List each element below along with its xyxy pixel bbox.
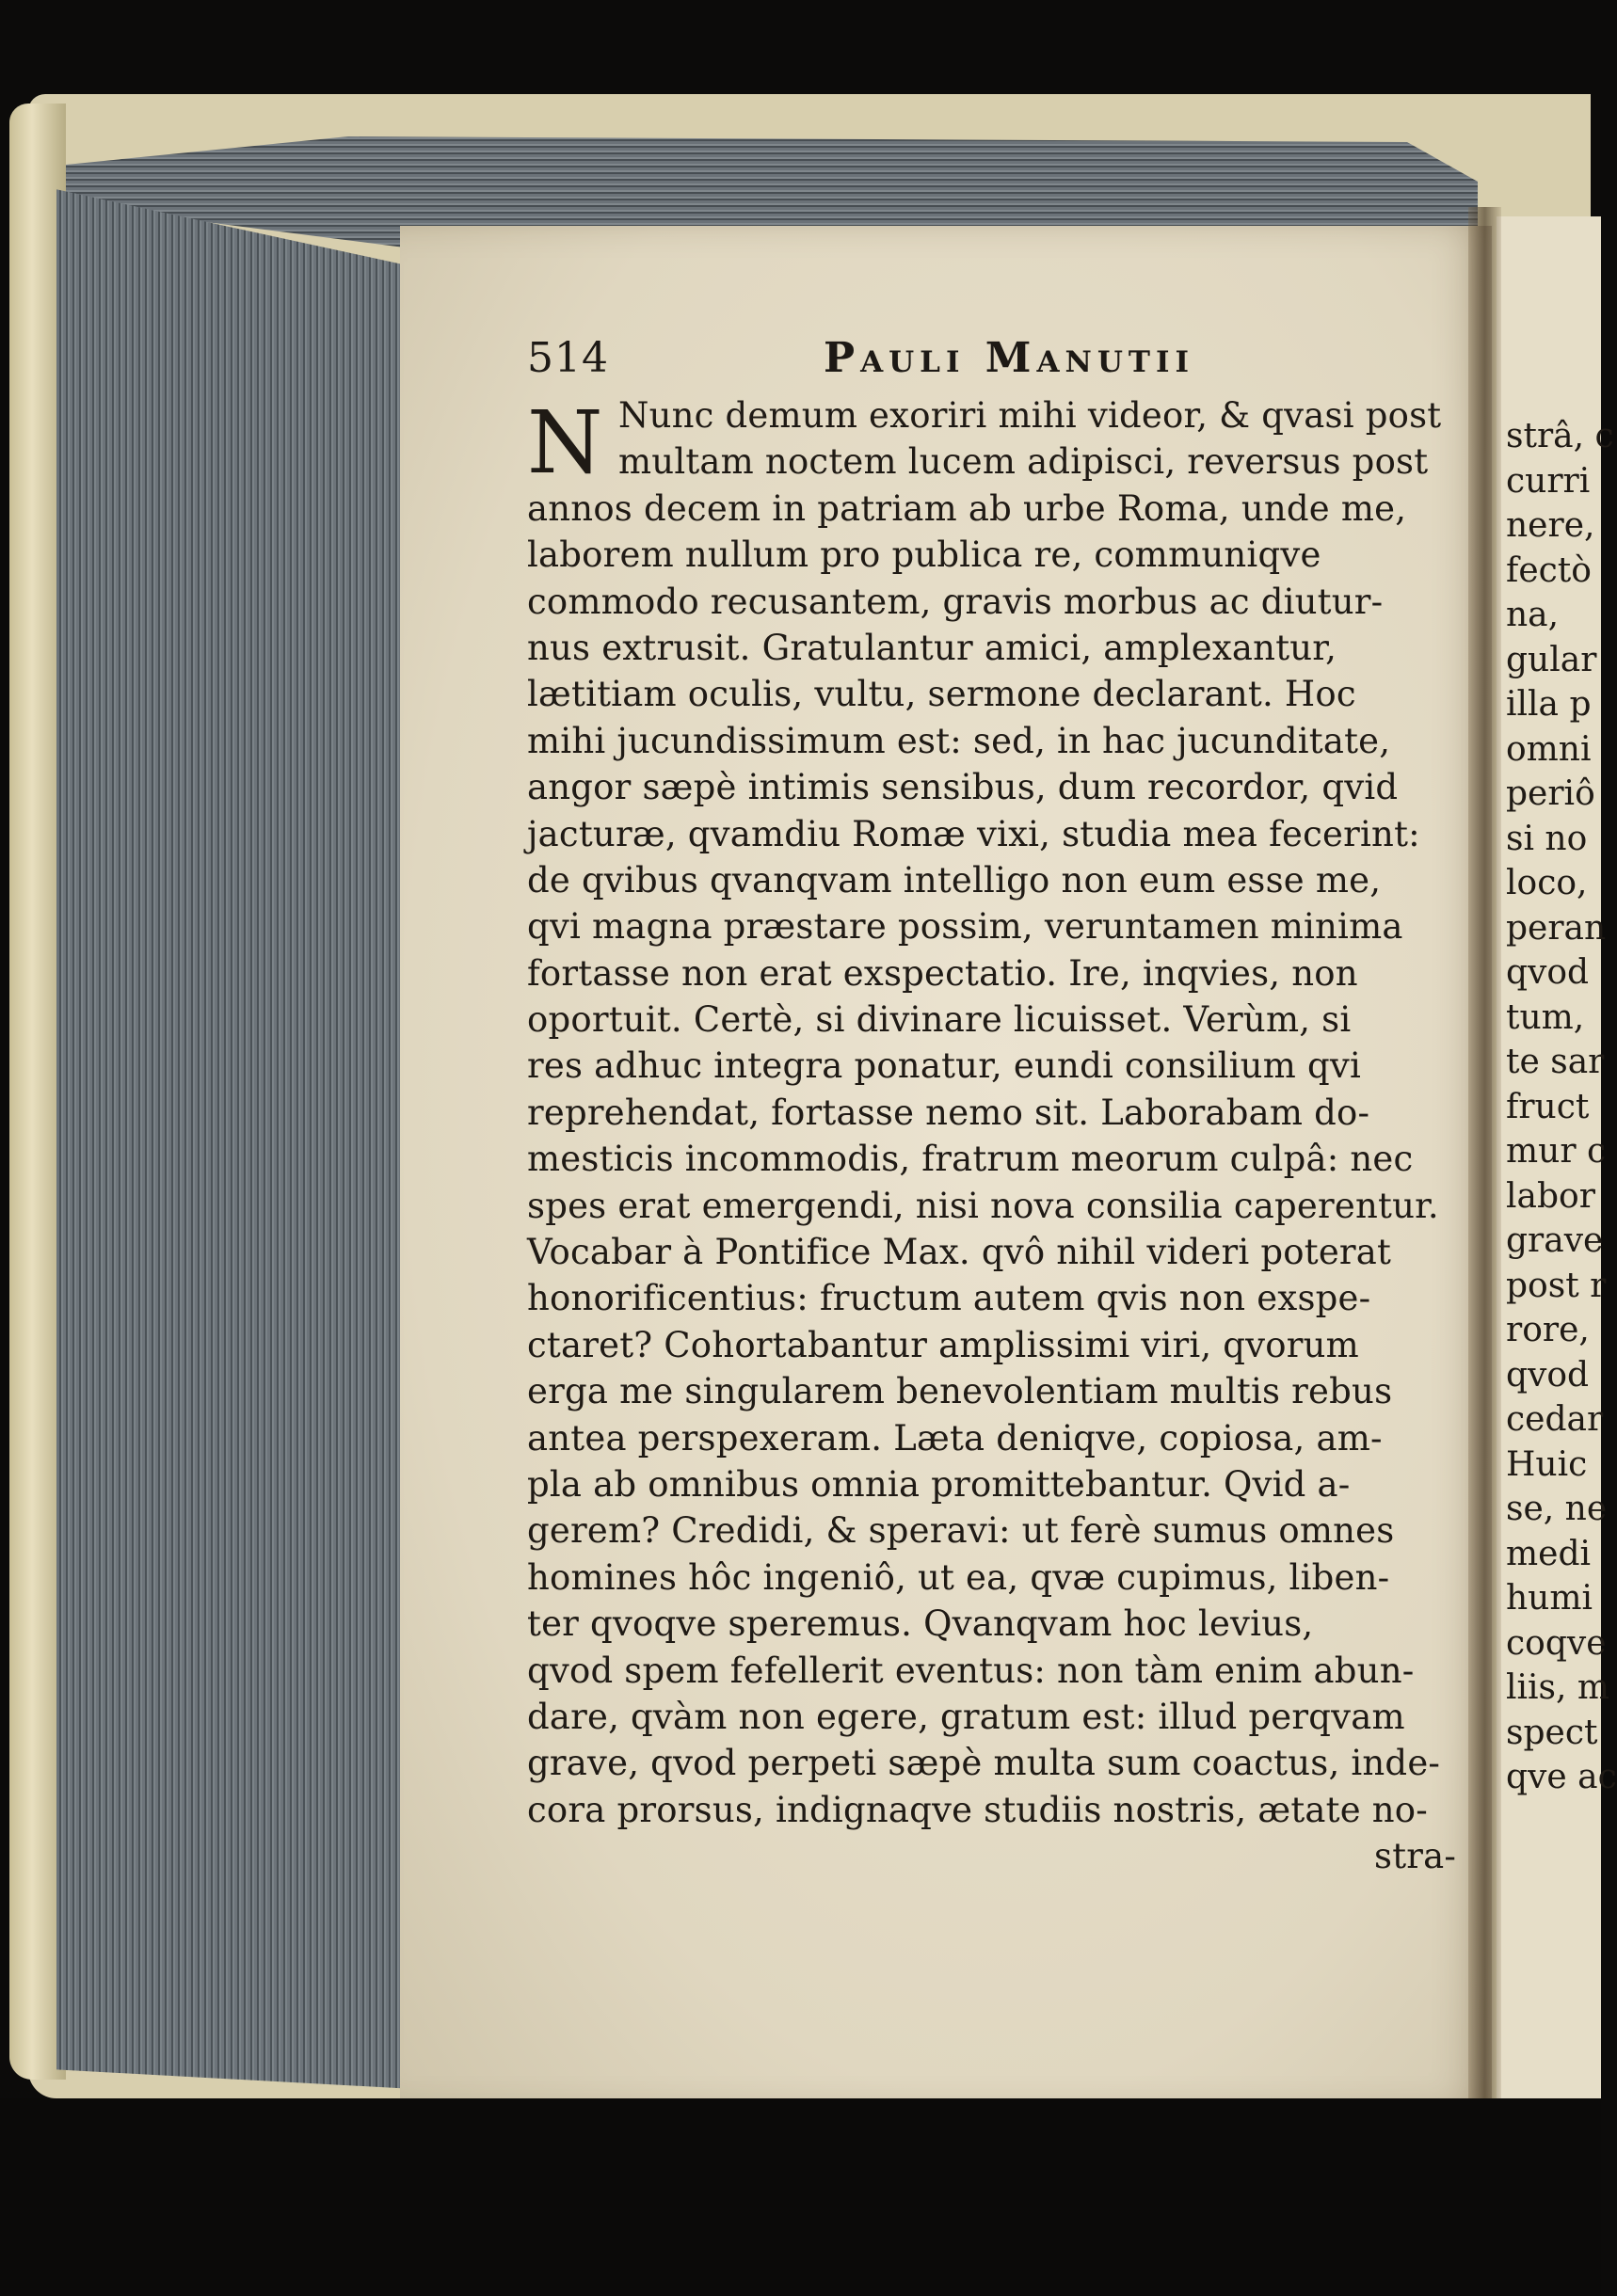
body-text: [527, 392, 1468, 1880]
text-line: qvod: [1506, 1355, 1590, 1395]
text-line: ctaret? Cohortabantur amplissimi viri, qvorum: [527, 1324, 1359, 1365]
text-line: curri: [1506, 461, 1591, 501]
text-line: dare, qvàm non egere, gratum est: illud perqvam: [527, 1696, 1405, 1737]
text-line: commodo recusantem, gravis morbus ac diutur-: [527, 581, 1384, 622]
text-line: ter qvoqve speremus. Qvanqvam hoc levius,: [527, 1603, 1314, 1645]
text-line: peran: [1506, 908, 1607, 948]
text-line: nus extrusit. Gratulantur amici, amplexantur,: [527, 627, 1337, 668]
right-page-text: [1506, 414, 1617, 1800]
text-line: gular: [1506, 640, 1597, 679]
text-line: fectò: [1506, 550, 1592, 590]
text-line: periô: [1506, 774, 1595, 813]
text-line: mesticis incommodis, fratrum meorum culpâ: nec: [527, 1139, 1414, 1180]
text-line: Vocabar à Pontifice Max. qvô nihil videri poterat: [527, 1232, 1392, 1273]
text-line: antea perspexeram. Læta deniqve, copiosa, am-: [527, 1417, 1383, 1459]
text-line: reprehendat, fortasse nemo sit. Laborabam do-: [527, 1092, 1370, 1133]
catchword: stra-: [1374, 1836, 1457, 1877]
text-line: pla ab omnibus omnia promittebantur. Qvid a-: [527, 1463, 1351, 1505]
text-line: qvod spem fefellerit eventus: non tàm enim abun-: [527, 1650, 1415, 1691]
text-line: honorificentius: fructum autem qvis non exspe-: [527, 1278, 1371, 1319]
text-line: rore,: [1506, 1311, 1590, 1349]
text-line: jacturæ, qvamdiu Romæ vixi, studia mea fecerint:: [527, 813, 1420, 854]
text-line: labor: [1506, 1176, 1595, 1216]
text-line: qvi magna præstare possim, veruntamen minima: [527, 906, 1403, 948]
text-line: laborem nullum pro publica re, communiqve: [527, 534, 1321, 576]
text-line: coqve: [1506, 1623, 1607, 1663]
text-line: mur c: [1506, 1132, 1607, 1171]
text-line: fortasse non erat exspectatio. Ire, inqvies, non: [527, 952, 1358, 994]
text-line: cora prorsus, indignaqve studiis nostris, ætate no-: [527, 1789, 1428, 1830]
text-line: erga me singularem benevolentiam multis rebus: [527, 1371, 1393, 1412]
text-line: liis, m: [1506, 1668, 1610, 1707]
text-line: qve ac: [1506, 1758, 1617, 1796]
text-line: spect: [1506, 1713, 1598, 1752]
running-head: Pauli Manutii: [824, 334, 1194, 382]
text-line: grave, qvod perpeti sæpè multa sum coactus, inde-: [527, 1743, 1441, 1784]
text-line: multam noctem lucem adipisci, reversus post: [618, 441, 1429, 483]
text-line: angor sæpè intimis sensibus, dum recordor, qvid: [527, 767, 1399, 808]
text-line: si no: [1506, 819, 1588, 858]
text-line: se, ne: [1506, 1490, 1608, 1528]
text-line: oportuit. Certè, si divinare licuisset. Verùm, si: [527, 999, 1352, 1041]
text-line: mihi jucundissimum est: sed, in hac jucunditate,: [527, 720, 1391, 761]
text-line: nere,: [1506, 506, 1595, 545]
page-gutter: [1468, 207, 1501, 2108]
page-block-fore-edge: [56, 151, 414, 2089]
text-line: qvod: [1506, 953, 1590, 992]
text-line: omni: [1506, 729, 1592, 769]
text-line: lætitiam oculis, vultu, sermone declarant. Hoc: [527, 674, 1356, 715]
text-line: te sar: [1506, 1043, 1605, 1081]
text-line: loco,: [1506, 864, 1588, 902]
text-line: medi: [1506, 1534, 1591, 1573]
text-line: annos decem in patriam ab urbe Roma, unde me,: [527, 487, 1407, 529]
text-line: gerem? Credidi, & speravi: ut ferè sumus omnes: [527, 1510, 1395, 1552]
text-line: humi: [1506, 1579, 1593, 1618]
text-line: illa p: [1506, 685, 1592, 724]
text-line: homines hôc ingeniô, ut ea, qvæ cupimus, liben-: [527, 1556, 1390, 1598]
text-line: spes erat emergendi, nisi nova consilia caperentur.: [527, 1185, 1439, 1226]
text-line: post r: [1506, 1266, 1607, 1305]
text-line: Huic: [1506, 1444, 1588, 1484]
text-line: cedar: [1506, 1400, 1604, 1439]
text-line: strâ, c: [1506, 417, 1614, 455]
text-line: fruct: [1506, 1087, 1590, 1126]
left-page-text: [527, 334, 1468, 1880]
text-line: na,: [1506, 596, 1560, 634]
text-line: res adhuc integra ponatur, eundi consilium qvi: [527, 1045, 1361, 1087]
page-number: 514: [527, 334, 609, 382]
text-line: grave: [1506, 1221, 1604, 1260]
background-surface: [0, 2098, 1601, 2296]
drop-cap: N: [527, 392, 603, 493]
text-line: tum,: [1506, 997, 1585, 1037]
text-line: Nunc demum exoriri mihi videor, & qvasi post: [618, 395, 1442, 436]
text-line: de qvibus qvanqvam intelligo non eum esse me,: [527, 859, 1382, 901]
page-header: [527, 334, 1468, 391]
